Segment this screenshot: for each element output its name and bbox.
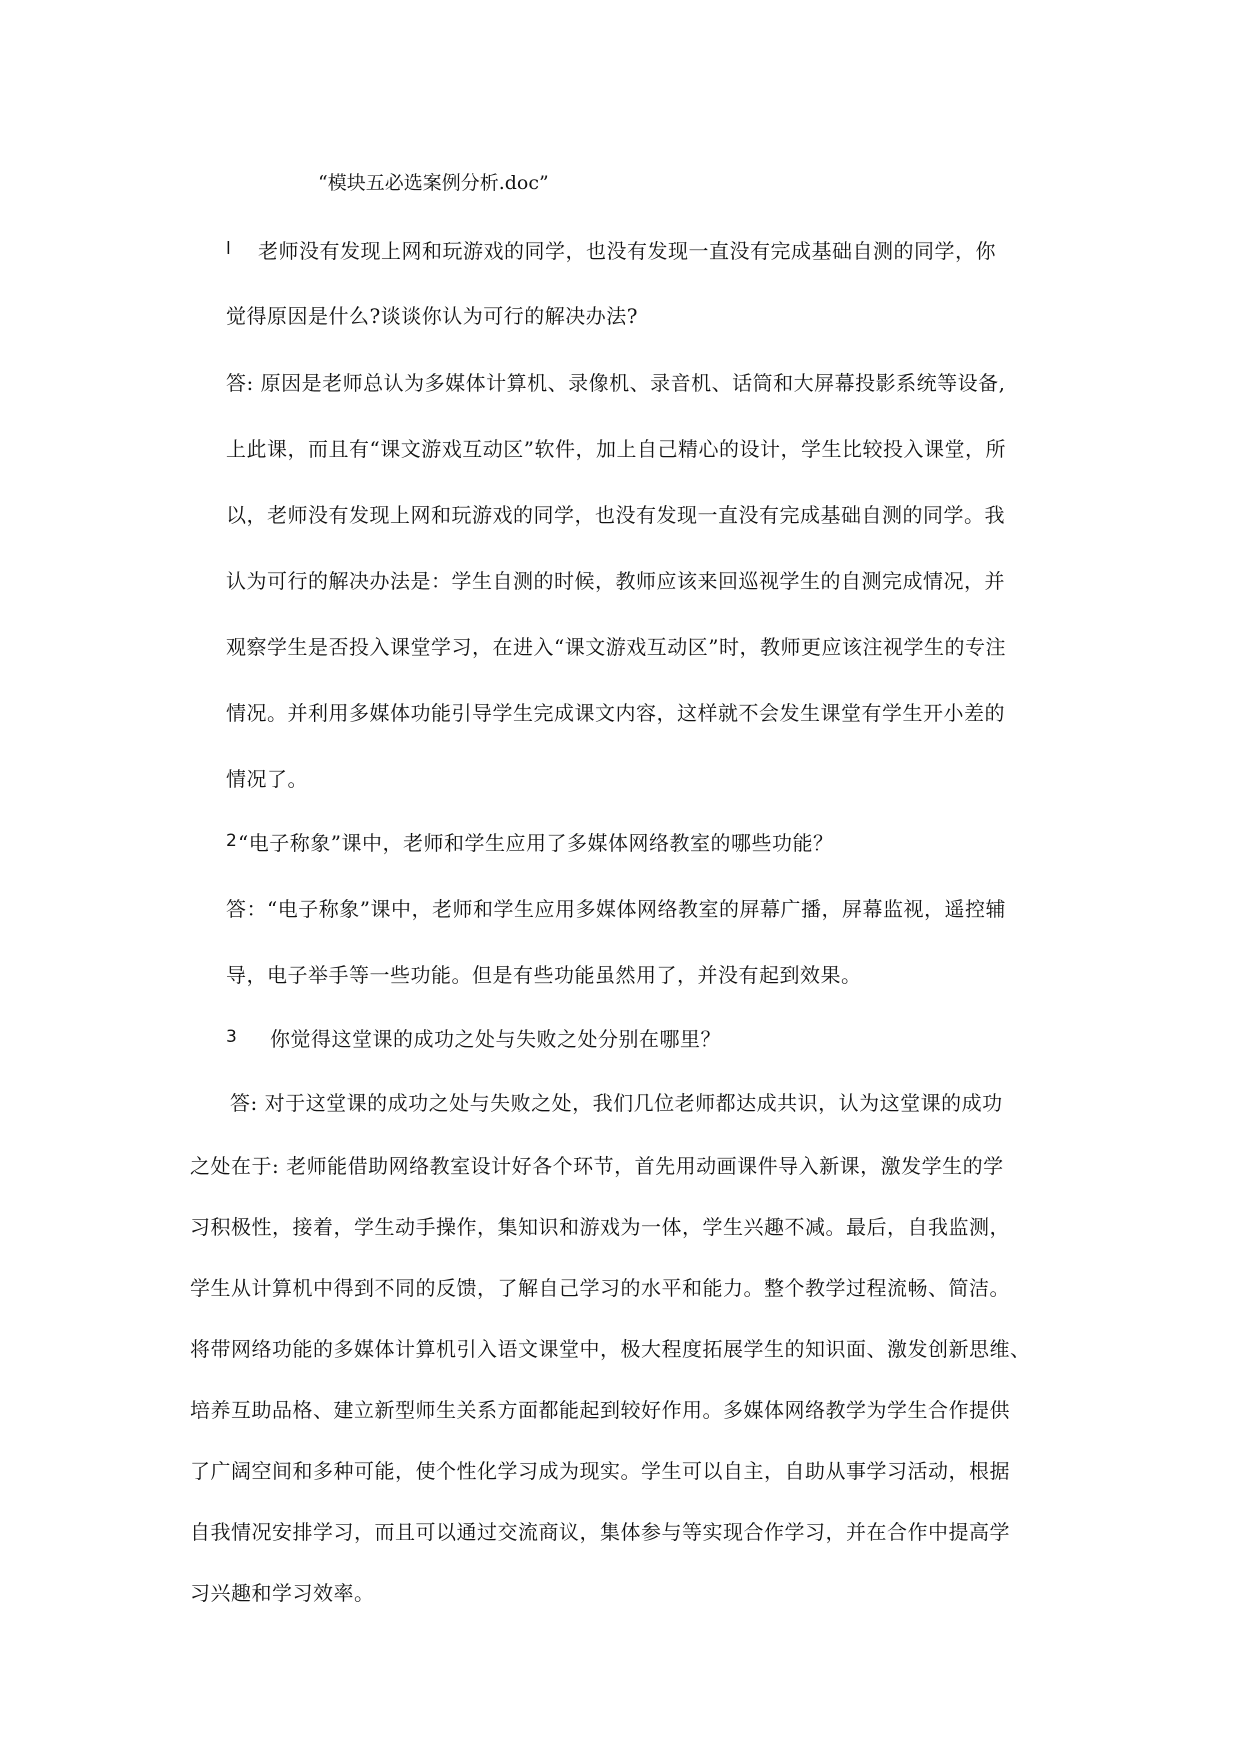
answer-1-line: 情况了。 [226, 767, 308, 791]
answer-2-line: 答：“电子称象”课中，老师和学生应用多媒体网络教室的屏幕广播，屏幕监视，遥控辅 [226, 897, 1006, 921]
answer-1-line: 答: 原因是老师总认为多媒体计算机、录像机、录音机、话筒和大屏幕投影系统等设备, [226, 371, 1006, 395]
question-1-number: l [226, 239, 231, 259]
answer-1-line: 上此课，而且有“课文游戏互动区”软件，加上自己精心的设计，学生比较投入课堂，所 [226, 437, 1006, 461]
answer-1-line: 情况。并利用多媒体功能引导学生完成课文内容，这样就不会发生课堂有学生开小差的 [226, 701, 1005, 725]
question-2-number: 2 [226, 831, 237, 851]
answer-3-line: 答: 对于这堂课的成功之处与失败之处，我们几位老师都达成共识，认为这堂课的成功 [230, 1091, 1003, 1115]
answer-3-line: 自我情况安排学习，而且可以通过交流商议，集体参与等实现合作学习，并在合作中提高学 [190, 1520, 1010, 1544]
answer-3-line: 了广阔空间和多种可能，使个性化学习成为现实。学生可以自主，自助从事学习活动，根据 [190, 1459, 1010, 1483]
question-2-text: “电子称象”课中，老师和学生应用了多媒体网络教室的哪些功能？ [238, 831, 834, 855]
answer-1-line: 以，老师没有发现上网和玩游戏的同学，也没有发现一直没有完成基础自测的同学。我 [226, 503, 1005, 527]
answer-1-line: 认为可行的解决办法是：学生自测的时候，教师应该来回巡视学生的自测完成情况，并 [226, 569, 1005, 593]
question-1-text-line: 老师没有发现上网和玩游戏的同学，也没有发现一直没有完成基础自测的同学，你 [258, 239, 996, 263]
answer-3-line: 习积极性，接着，学生动手操作，集知识和游戏为一体，学生兴趣不减。最后，自我监测， [190, 1215, 1010, 1239]
question-3-text: 你觉得这堂课的成功之处与失败之处分别在哪里？ [270, 1027, 721, 1051]
answer-2-line: 导，电子举手等一些功能。但是有些功能虽然用了，并没有起到效果。 [226, 963, 862, 987]
answer-3-line: 将带网络功能的多媒体计算机引入语文课堂中，极大程度拓展学生的知识面、激发创新思维、 [190, 1337, 1031, 1361]
answer-1-line: 观察学生是否投入课堂学习，在进入“课文游戏互动区”时，教师更应该注视学生的专注 [226, 635, 1006, 659]
answer-3-line: 学生从计算机中得到不同的反馈，了解自己学习的水平和能力。整个教学过程流畅、简洁。 [190, 1276, 1010, 1300]
answer-3-line: 习兴趣和学习效率。 [190, 1581, 375, 1605]
answer-3-line: 之处在于: 老师能借助网络教室设计好各个环节，首先用动画课件导入新课，激发学生的学 [190, 1154, 1004, 1178]
document-title: “模块五必选案例分析.doc” [318, 172, 549, 194]
question-3-number: 3 [226, 1027, 237, 1047]
question-1-text-line: 觉得原因是什么?谈谈你认为可行的解决办法? [226, 304, 638, 328]
answer-3-line: 培养互助品格、建立新型师生关系方面都能起到较好作用。多媒体网络教学为学生合作提供 [190, 1398, 1010, 1422]
